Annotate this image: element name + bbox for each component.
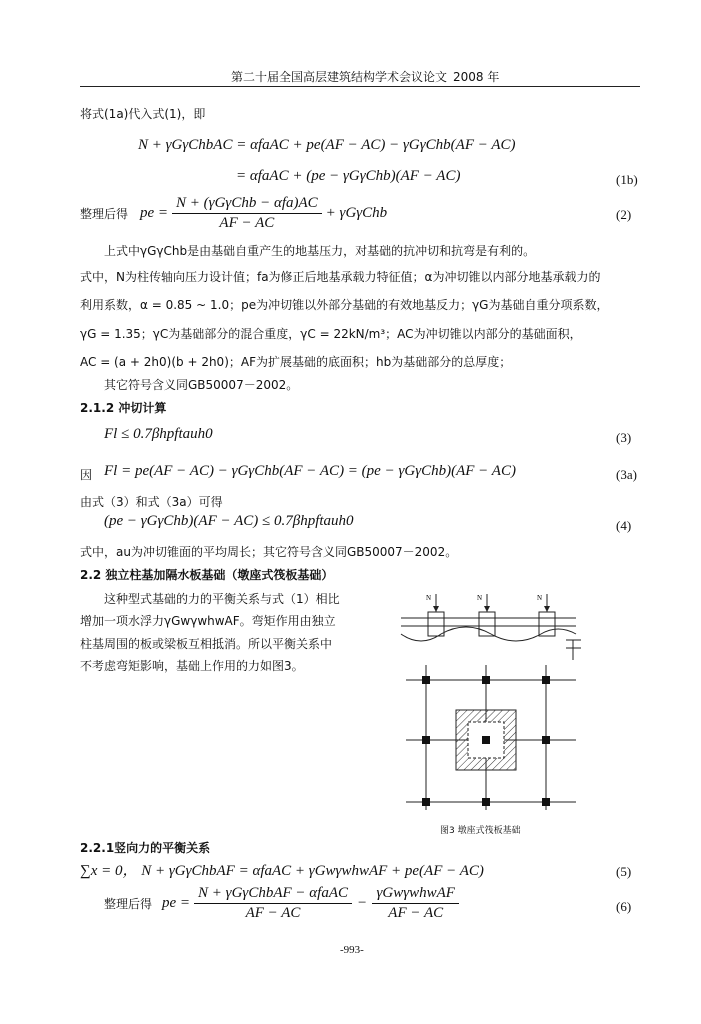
equation-3: Fl ≤ 0.7βhpftauh0 bbox=[104, 426, 213, 442]
equation-2-denominator: AF − AC bbox=[219, 215, 275, 231]
page-number: -993- bbox=[340, 944, 364, 956]
figure-3-section-arrows bbox=[433, 606, 550, 612]
paragraph-line-5: AC = (a + 2h0)(b + 2h0)；AF为扩展基础的底面积；hb为基础部分的总厚度； bbox=[80, 355, 512, 369]
figure-3-label-n-1: N bbox=[426, 594, 432, 602]
equation-6-lead: 整理后得 bbox=[104, 897, 153, 911]
figure-3-diagram bbox=[396, 590, 586, 815]
equation-3a-lead: 因 bbox=[80, 468, 93, 482]
paragraph-line-10: 增加一项水浮力γGwγwhwAF。弯矩作用由独立 bbox=[80, 614, 336, 628]
equation-3a-number: (3a) bbox=[616, 467, 637, 482]
equation-6-fraction-1 bbox=[194, 885, 352, 922]
figure-3-label-n-2: N bbox=[477, 594, 483, 602]
equation-6-numerator-1: N + γGγChbAF − αfaAC bbox=[194, 885, 352, 904]
equation-5: ∑x = 0， N + γGγChbAF = αfaAC + γGwγwhwAF + pe(AF − AC) bbox=[80, 863, 484, 879]
figure-3-section-view bbox=[401, 594, 581, 660]
section-2-1-2-heading: 2.1.2 冲切计算 bbox=[80, 401, 167, 415]
equation-6 bbox=[104, 885, 459, 922]
equation-6-number: (6) bbox=[616, 899, 632, 914]
equation-2-numerator: N + (γGγChb − αfa)AC bbox=[172, 195, 322, 214]
section-2-2-heading: 2.2 独立柱基加隔水板基础（墩座式筏板基础） bbox=[80, 568, 334, 582]
figure-3-label-n-3: N bbox=[537, 594, 543, 602]
paragraph-line-8: 式中，au为冲切锥面的平均周长；其它符号含义同GB50007－2002。 bbox=[80, 545, 458, 559]
equation-2 bbox=[80, 195, 387, 232]
equation-6-lhs: pe = bbox=[162, 895, 191, 911]
paragraph-line-7: 由式（3）和式（3a）可得 bbox=[80, 495, 223, 509]
paragraph-line-6: 其它符号含义同GB50007－2002。 bbox=[104, 378, 299, 392]
intro-line: 将式(1a)代入式(1)，即 bbox=[80, 107, 206, 121]
equation-5-number: (5) bbox=[616, 864, 632, 879]
equation-2-tail: + γGγChb bbox=[325, 205, 388, 221]
equation-4-number: (4) bbox=[616, 518, 632, 533]
equation-1b: = αfaAC + (pe − γGγChb)(AF − AC) bbox=[236, 168, 461, 184]
paragraph-line-1: 上式中γGγChb是由基础自重产生的地基压力，对基础的抗冲切和抗弯是有利的。 bbox=[104, 244, 536, 258]
figure-3-caption: 图3 墩座式筏板基础 bbox=[440, 826, 521, 836]
running-header-title: 第二十届全国高层建筑结构学术会议论文 bbox=[231, 70, 448, 84]
section-2-2-1-heading: 2.2.1竖向力的平衡关系 bbox=[80, 841, 211, 855]
equation-6-fraction-2 bbox=[372, 885, 459, 922]
equation-4: (pe − γGγChb)(AF − AC) ≤ 0.7βhpftauh0 bbox=[104, 513, 354, 529]
paragraph-line-4: γG = 1.35；γC为基础部分的混合重度，γC = 22kN/m³；AC为冲切锥以内部分的基础面积， bbox=[80, 327, 582, 341]
equation-3a: Fl = pe(AF − AC) − γGγChb(AF − AC) = (pe − γGγChb)(AF − AC) bbox=[104, 463, 516, 479]
equation-3-number: (3) bbox=[616, 430, 632, 445]
equation-2-lhs: pe = bbox=[140, 205, 169, 221]
equation-6-denominator-2: AF − AC bbox=[388, 905, 444, 921]
header-rule bbox=[80, 86, 640, 87]
paragraph-line-9: 这种型式基础的力的平衡关系与式（1）相比 bbox=[104, 592, 340, 606]
paragraph-line-2: 式中，N为柱传轴向压力设计值；fa为修正后地基承载力特征值；α为冲切锥以内部分地基承载力的 bbox=[80, 270, 601, 284]
equation-2-number: (2) bbox=[616, 207, 632, 222]
equation-6-numerator-2: γGwγwhwAF bbox=[372, 885, 459, 904]
paragraph-line-3: 利用系数，α = 0.85 ~ 1.0；pe为冲切锥以外部分基础的有效地基反力；γG为基础自重分项系数， bbox=[80, 298, 609, 312]
paragraph-line-12: 不考虑弯矩影响，基础上作用的力如图3。 bbox=[80, 659, 304, 673]
equation-1b-number: (1b) bbox=[616, 172, 638, 187]
equation-6-denominator-1: AF − AC bbox=[245, 905, 301, 921]
equation-6-minus: − bbox=[358, 895, 367, 911]
equation-2-lead: 整理后得 bbox=[80, 207, 129, 221]
equation-2-fraction bbox=[172, 195, 322, 232]
paragraph-line-11: 柱基周围的板或梁板互相抵消。所以平衡关系中 bbox=[80, 637, 333, 651]
equation-1: N + γGγChbAC = αfaAC + pe(AF − AC) − γGγChb(AF − AC) bbox=[138, 137, 516, 153]
running-header-year: 2008 年 bbox=[453, 70, 500, 84]
